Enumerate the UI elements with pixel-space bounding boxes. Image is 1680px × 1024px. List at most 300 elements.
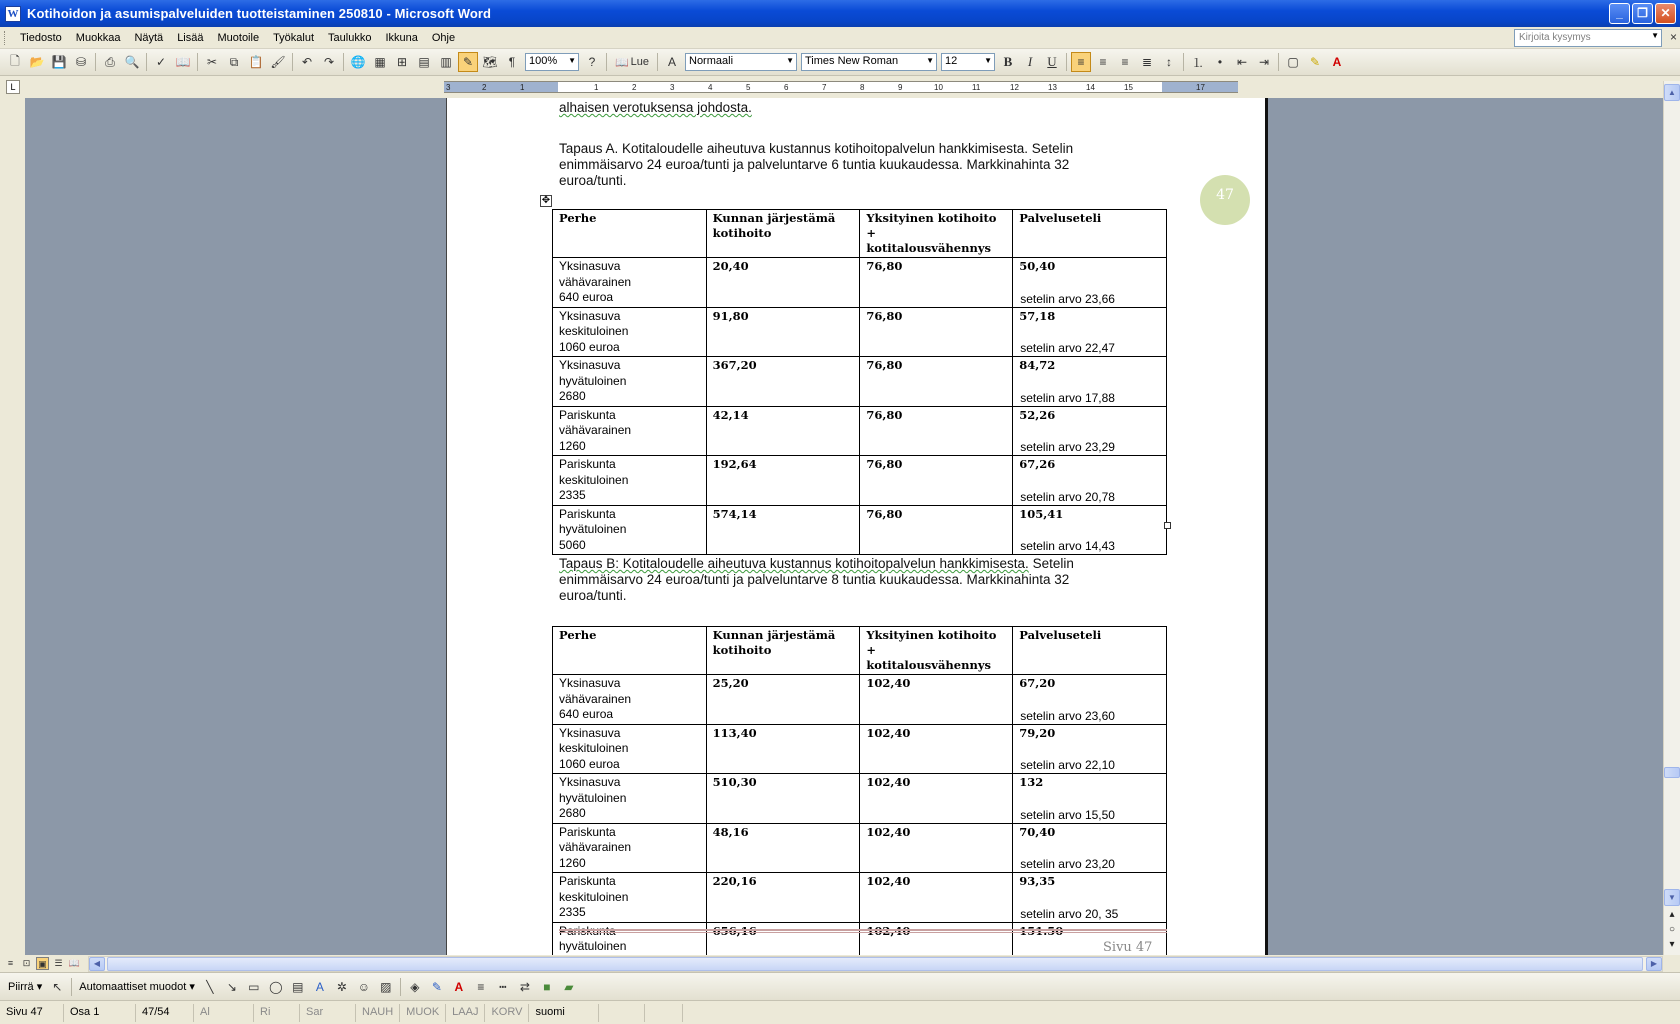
voucher-cost: 105,41	[1019, 506, 1064, 521]
header-private	[860, 210, 1013, 258]
municipal-cost[interactable]: 192,64	[706, 456, 860, 506]
font-size-select[interactable]	[941, 53, 995, 71]
normal-view-icon[interactable]: ≡	[7, 958, 14, 968]
document-close-icon[interactable]: ×	[1669, 30, 1677, 44]
clip-art-icon[interactable]: ☺	[357, 979, 370, 994]
family-income: keskituloinen	[559, 472, 629, 487]
voucher-value: setelin arvo 17,88	[1020, 390, 1115, 405]
highlight-icon[interactable]: ✎	[1309, 55, 1321, 69]
status-spelling-check-icon[interactable]	[599, 1004, 645, 1022]
family-euro: 2335	[559, 488, 586, 502]
family-type: Yksinasuva	[559, 308, 621, 323]
insert-excel-icon[interactable]: ▤	[418, 55, 430, 69]
municipal-cost[interactable]: 48,16	[706, 823, 860, 873]
family-cell[interactable]	[553, 258, 707, 308]
ruler-tick: 1	[520, 83, 525, 92]
rectangle-icon[interactable]: ▭	[248, 979, 260, 994]
horizontal-scrollbar[interactable]	[88, 956, 1663, 972]
family-type: Yksinasuva	[559, 358, 621, 372]
header-private	[860, 627, 1013, 675]
voucher-cell[interactable]	[1013, 456, 1167, 506]
table-header-row	[553, 627, 1167, 675]
ruler-tick: 11	[972, 83, 981, 92]
private-cost[interactable]: 76,80	[860, 258, 1013, 308]
table-row	[553, 456, 1167, 506]
decrease-indent-icon[interactable]: ⇤	[1236, 55, 1248, 69]
bold-button[interactable]: B	[1003, 54, 1013, 69]
menu-format[interactable]: Muotoile	[217, 31, 260, 44]
case-b-rest-text: Setelin enimmäisarvo 24 euroa/tunti ja palveluntarve 8 tuntia kuukaudessa. Markkinahinta 32 euroa/tunti.	[559, 556, 1074, 603]
read-book-icon: 📖	[614, 56, 629, 69]
arrow-icon[interactable]: ↘	[226, 979, 237, 994]
scroll-right-icon[interactable]: ▶	[1646, 957, 1662, 971]
voucher-cost: 79,20	[1019, 725, 1056, 740]
table-resize-handle-icon[interactable]	[1164, 522, 1171, 529]
status-page-count: 47/54	[136, 1004, 194, 1022]
municipal-cost[interactable]: 574,14	[706, 505, 860, 555]
family-income: hyvätuloinen	[559, 790, 627, 805]
minimize-icon[interactable]: _	[1609, 3, 1630, 24]
menu-tools[interactable]: Työkalut	[273, 31, 315, 44]
family-cell[interactable]	[553, 724, 707, 774]
family-income: hyvätuloinen	[559, 373, 627, 388]
oval-icon[interactable]: ◯	[269, 979, 283, 994]
voucher-value: setelin arvo 22,10	[1020, 758, 1115, 772]
underline-button[interactable]: U	[1047, 54, 1057, 69]
family-income: vähävarainen	[559, 274, 632, 289]
previous-page-icon[interactable]: ▴	[1669, 909, 1675, 920]
family-income: hyvätuloinen	[559, 522, 627, 536]
table-row	[553, 307, 1167, 357]
voucher-value: setelin arvo 23,29	[1020, 440, 1115, 454]
reading-layout-icon[interactable]: 📖	[68, 958, 81, 968]
case-b-underlined-text: Tapaus B: Kotitaloudelle aiheutuva kustannus kotihoitopalvelun hankkimisesta.	[559, 556, 1029, 571]
voucher-cell[interactable]	[1013, 823, 1167, 873]
header-family: Perhe	[553, 627, 707, 675]
text-box-icon[interactable]: ▤	[292, 979, 304, 994]
municipal-cost[interactable]: 656,16	[706, 922, 860, 955]
table-row	[553, 823, 1167, 873]
vertical-scrollbar[interactable]	[1663, 81, 1680, 955]
bullets-icon[interactable]: •	[1217, 55, 1223, 69]
voucher-value: setelin arvo 15,50	[1020, 807, 1115, 822]
table-row	[553, 357, 1167, 407]
voucher-cost: 93,35	[1019, 874, 1056, 888]
private-cost[interactable]: 76,80	[860, 357, 1013, 407]
private-cost[interactable]: 76,80	[860, 406, 1013, 456]
document-map-icon[interactable]: 🗺	[482, 55, 498, 69]
family-income: vähävarainen	[559, 840, 632, 854]
top-fragment-text[interactable]: alhaisen verotuksensa johdosta.	[559, 100, 752, 115]
ruler-tick: 5	[746, 83, 751, 92]
spelling-icon[interactable]: ✓	[155, 55, 167, 69]
voucher-cost: 57,18	[1019, 308, 1056, 323]
table-row	[553, 774, 1167, 824]
new-document-icon[interactable]: 🗋	[10, 53, 20, 68]
arrow-style-icon[interactable]: ⇄	[519, 979, 530, 994]
voucher-cell[interactable]	[1013, 406, 1167, 456]
horizontal-ruler[interactable]	[444, 81, 1238, 93]
family-euro: 2680	[559, 389, 586, 403]
voucher-cell[interactable]	[1013, 873, 1167, 923]
print-preview-icon[interactable]: 🔍	[124, 55, 140, 69]
autoshapes-label: Automaattiset muodot	[79, 981, 187, 993]
voucher-cell[interactable]	[1013, 505, 1167, 555]
font-color-icon[interactable]: A	[1332, 55, 1342, 69]
dash-style-icon[interactable]: ┅	[499, 979, 507, 994]
vertical-scroll-thumb[interactable]	[1664, 767, 1680, 778]
redo-icon[interactable]: ↷	[323, 55, 335, 69]
save-icon[interactable]: 💾	[51, 55, 67, 69]
family-euro: 1060 euroa	[559, 339, 620, 354]
header-voucher: Palveluseteli	[1013, 210, 1167, 258]
status-column: Sar	[300, 1004, 356, 1022]
help-icon[interactable]: ?	[588, 55, 596, 69]
menu-table[interactable]: Taulukko	[328, 31, 372, 44]
menu-file[interactable]: Tiedosto	[20, 31, 62, 44]
family-type: Pariskunta	[559, 506, 616, 521]
ask-dropdown-icon[interactable]: ▼	[1651, 31, 1659, 40]
menu-view[interactable]: Näytä	[134, 31, 164, 44]
web-layout-icon[interactable]: ⊡	[22, 958, 31, 968]
scroll-down-icon[interactable]: ▼	[1664, 889, 1680, 906]
family-euro: 5060	[559, 537, 586, 552]
ruler-tick: 14	[1086, 83, 1095, 92]
status-record-macro[interactable]: NAUH	[356, 1004, 400, 1022]
family-income: keskituloinen	[559, 324, 629, 338]
draw-menu-button[interactable]: Piirrä ▾	[8, 981, 43, 993]
voucher-cell[interactable]	[1013, 307, 1167, 357]
family-type: Pariskunta	[559, 407, 616, 422]
menu-window[interactable]: Ikkuna	[385, 31, 418, 44]
ruler-tick: 12	[1010, 83, 1019, 92]
style-dropdown-icon[interactable]: ▼	[786, 56, 794, 65]
header-private-line2: kotitalousvähennys	[866, 241, 991, 255]
voucher-cost: 52,26	[1019, 407, 1056, 422]
status-overtype[interactable]: KORV	[485, 1004, 529, 1022]
styles-formatting-icon[interactable]: A	[667, 55, 676, 69]
horizontal-scroll-row	[0, 955, 1680, 972]
ruler-tick: 13	[1048, 83, 1057, 92]
family-euro: 640 euroa	[559, 707, 614, 721]
municipal-cost[interactable]: 42,14	[706, 406, 860, 456]
line-style-icon[interactable]: ≡	[477, 979, 485, 994]
restore-icon[interactable]: ❐	[1632, 3, 1653, 24]
table-row	[553, 406, 1167, 456]
ruler-tick: 6	[784, 83, 789, 92]
family-type: Pariskunta	[559, 824, 616, 839]
ruler-tick: 7	[822, 83, 827, 92]
table-row	[553, 258, 1167, 308]
family-cell[interactable]	[553, 307, 707, 357]
header-private-line1: Yksityinen kotihoito +	[866, 211, 997, 240]
permission-icon[interactable]: ⛁	[75, 55, 87, 69]
private-cost[interactable]: 76,80	[860, 505, 1013, 555]
zoom-select[interactable]	[525, 53, 579, 71]
private-cost[interactable]: 102,40	[860, 724, 1013, 774]
ruler-tick: 3	[446, 83, 451, 92]
voucher-cell[interactable]	[1013, 774, 1167, 824]
family-euro: 640 euroa	[559, 290, 614, 304]
family-euro: 2680	[559, 806, 586, 820]
family-cell[interactable]	[553, 873, 707, 923]
voucher-value: setelin arvo 23,60	[1020, 708, 1115, 723]
ruler-tick: 15	[1124, 83, 1133, 92]
font-size-value: 12	[945, 55, 958, 67]
footer-page-number: Sivu 47	[1103, 940, 1153, 955]
family-euro: 2335	[559, 905, 586, 919]
align-center-icon[interactable]: ≡	[1099, 55, 1107, 69]
draw-label: Piirrä	[8, 981, 34, 993]
family-cell[interactable]	[553, 774, 707, 824]
cut-icon[interactable]: ✂	[206, 55, 218, 69]
diagram-icon[interactable]: ✲	[336, 979, 347, 994]
draw-font-color-icon[interactable]: A	[454, 979, 464, 994]
zoom-dropdown-icon[interactable]: ▼	[568, 56, 576, 65]
voucher-value: setelin arvo 20,78	[1020, 489, 1115, 504]
voucher-cell[interactable]	[1013, 675, 1167, 725]
family-type: Yksinasuva	[559, 259, 621, 273]
voucher-cost: 50,40	[1019, 259, 1056, 273]
next-page-icon[interactable]: ▾	[1669, 939, 1675, 950]
family-euro: 1260	[559, 438, 586, 453]
menu-insert[interactable]: Lisää	[177, 31, 204, 44]
family-income: vähävarainen	[559, 691, 632, 706]
scroll-up-icon[interactable]: ▲	[1664, 84, 1680, 101]
ruler-tick: 9	[898, 83, 903, 92]
outline-view-icon[interactable]: ☰	[54, 958, 63, 968]
fill-color-icon[interactable]: ◈	[410, 979, 420, 994]
ruler-tick: 4	[708, 83, 713, 92]
voucher-cost: 67,20	[1019, 676, 1056, 690]
municipal-cost[interactable]: 367,20	[706, 357, 860, 407]
private-cost[interactable]: 102,40	[860, 675, 1013, 725]
increase-indent-icon[interactable]: ⇥	[1258, 55, 1270, 69]
family-cell[interactable]	[553, 357, 707, 407]
footer-rule	[559, 929, 1167, 933]
word-app-icon[interactable]: W	[5, 6, 21, 22]
tables-borders-icon[interactable]: ▦	[374, 55, 386, 69]
header-municipal-line2: kotihoito	[712, 226, 772, 240]
drawing-toolbar	[0, 972, 1680, 1000]
title-bar	[0, 0, 1680, 27]
family-income: vähävarainen	[559, 423, 632, 437]
family-type: Yksinasuva	[559, 725, 621, 740]
font-select[interactable]	[801, 53, 937, 71]
family-income: hyvätuloinen	[559, 939, 627, 953]
style-select[interactable]	[685, 53, 797, 71]
table-move-handle-icon[interactable]: ✥	[541, 195, 551, 206]
header-private-line1: Yksityinen kotihoito +	[866, 628, 997, 657]
municipal-cost[interactable]: 113,40	[706, 724, 860, 774]
ruler-tick: 1	[594, 83, 599, 92]
print-layout-icon[interactable]: ▣	[36, 957, 49, 970]
align-right-icon[interactable]: ≡	[1121, 55, 1129, 69]
voucher-cost: 84,72	[1019, 358, 1056, 372]
status-position: Al	[194, 1004, 254, 1022]
status-bar	[0, 1000, 1680, 1024]
ruler-tick: 8	[860, 83, 865, 92]
header-municipal-line2: kotihoito	[712, 643, 772, 657]
family-type: Pariskunta	[559, 874, 616, 888]
table-row	[553, 724, 1167, 774]
voucher-cost: 151.50	[1019, 923, 1064, 938]
family-type: Pariskunta	[559, 923, 616, 938]
family-cell[interactable]	[553, 922, 707, 955]
family-income: keskituloinen	[559, 889, 629, 904]
private-cost[interactable]: 76,80	[860, 456, 1013, 506]
table-row	[553, 922, 1167, 955]
table-row	[553, 675, 1167, 725]
ruler-row	[0, 76, 1680, 98]
table-case-a	[552, 209, 1167, 555]
private-cost[interactable]: 102,40	[860, 774, 1013, 824]
header-municipal-line1: Kunnan järjestämä	[712, 628, 836, 642]
numbering-icon[interactable]: ⒈	[1191, 55, 1204, 70]
status-extend[interactable]: LAAJ	[446, 1004, 485, 1022]
private-cost[interactable]: 76,80	[860, 307, 1013, 357]
private-cost[interactable]: 102,40	[860, 823, 1013, 873]
show-hide-icon[interactable]: ¶	[508, 55, 516, 69]
table-row	[553, 873, 1167, 923]
paste-icon[interactable]: 📋	[248, 55, 264, 69]
scroll-left-icon[interactable]: ◀	[89, 957, 105, 971]
tab-selector-icon[interactable]: L	[6, 80, 20, 94]
open-folder-icon[interactable]: 📂	[29, 55, 45, 69]
case-a-paragraph[interactable]: Tapaus A. Kotitaloudelle aiheutuva kustannus kotihoitopalvelun hankkimisesta. Setelin enimmäisarvo 24 euroa/tunti ja palveluntarve 6 tuntia kuukaudessa. Markkinahinta 32 euroa/tunti.	[559, 141, 1074, 188]
select-objects-icon[interactable]: ↖	[52, 979, 63, 994]
drawing-icon[interactable]: ✎	[458, 52, 478, 72]
ruler-tick: 10	[934, 83, 943, 92]
font-value: Times New Roman	[805, 55, 899, 67]
format-painter-icon[interactable]: 🖌	[270, 55, 286, 69]
municipal-cost[interactable]: 91,80	[706, 307, 860, 357]
case-b-paragraph[interactable]	[559, 556, 1124, 604]
voucher-value: setelin arvo 20, 35	[1020, 906, 1119, 921]
header-private-line2: kotitalousvähennys	[866, 658, 991, 672]
family-type: Pariskunta	[559, 457, 616, 471]
font-size-dropdown-icon[interactable]: ▼	[984, 56, 992, 65]
status-line: Ri	[254, 1004, 300, 1022]
italic-button[interactable]: I	[1027, 54, 1033, 69]
voucher-cost: 132	[1019, 775, 1044, 789]
header-voucher: Palveluseteli	[1013, 627, 1167, 675]
ruler-tick: 3	[670, 83, 675, 92]
voucher-cell[interactable]	[1013, 258, 1167, 308]
select-browse-object-icon[interactable]: ○	[1668, 924, 1676, 935]
read-button[interactable]	[611, 52, 653, 72]
family-cell[interactable]	[553, 406, 707, 456]
line-spacing-icon[interactable]: ↕	[1166, 55, 1172, 69]
menubar-grip-icon[interactable]	[4, 31, 7, 45]
header-family: Perhe	[553, 210, 707, 258]
header-municipal	[706, 627, 860, 675]
status-empty-cell	[645, 1004, 683, 1022]
autoshapes-menu-button[interactable]: Automaattiset muodot ▾	[79, 981, 195, 993]
borders-icon[interactable]: ▢	[1287, 55, 1299, 69]
ask-question-placeholder: Kirjoita kysymys	[1519, 32, 1591, 43]
voucher-value: setelin arvo 22,47	[1020, 341, 1115, 355]
align-left-icon[interactable]: ≡	[1071, 52, 1091, 72]
family-cell[interactable]	[553, 675, 707, 725]
horizontal-scroll-thumb[interactable]	[107, 957, 1643, 971]
zoom-value: 100%	[529, 55, 558, 67]
municipal-cost[interactable]: 20,40	[706, 258, 860, 308]
family-income: keskituloinen	[559, 741, 629, 755]
ask-question-input[interactable]	[1514, 29, 1662, 47]
private-cost[interactable]: 102,40	[860, 873, 1013, 923]
status-section: Osa 1	[64, 1004, 136, 1022]
family-cell[interactable]	[553, 456, 707, 506]
columns-icon[interactable]: ▥	[440, 55, 452, 69]
undo-icon[interactable]: ↶	[301, 55, 313, 69]
voucher-cell[interactable]	[1013, 724, 1167, 774]
municipal-cost[interactable]: 220,16	[706, 873, 860, 923]
ruler-tick: 17	[1196, 83, 1205, 92]
voucher-value: setelin arvo 14,43	[1020, 539, 1115, 553]
hyperlink-icon[interactable]: 🌐	[350, 55, 366, 69]
table-header-row	[553, 210, 1167, 258]
toolbar	[0, 49, 1680, 76]
menu-bar	[0, 27, 1680, 49]
status-track-changes[interactable]: MUOK	[400, 1004, 446, 1022]
voucher-cell[interactable]	[1013, 357, 1167, 407]
private-cost[interactable]: 102,40	[860, 922, 1013, 955]
voucher-value: setelin arvo 23,20	[1020, 857, 1115, 871]
ruler-tick: 2	[482, 83, 487, 92]
menu-help[interactable]: Ohje	[431, 31, 456, 44]
research-icon[interactable]: 📖	[175, 55, 191, 69]
menu-edit[interactable]: Muokkaa	[75, 31, 121, 44]
table-row	[553, 505, 1167, 555]
wordart-icon[interactable]: A	[315, 979, 324, 994]
status-language: suomi	[529, 1004, 599, 1022]
3d-style-icon[interactable]: ▰	[564, 979, 574, 994]
municipal-cost[interactable]: 510,30	[706, 774, 860, 824]
picture-icon[interactable]: ▨	[380, 979, 392, 994]
voucher-value: setelin arvo 23,66	[1020, 291, 1115, 306]
shadow-style-icon[interactable]: ■	[543, 979, 551, 994]
vertical-ruler-strip	[0, 98, 25, 955]
justify-icon[interactable]: ≣	[1141, 55, 1153, 69]
family-type: Yksinasuva	[559, 775, 621, 789]
family-euro: 1260	[559, 855, 586, 870]
family-cell[interactable]	[553, 823, 707, 873]
header-municipal-line1: Kunnan järjestämä	[712, 211, 836, 225]
page-number-badge: 47	[1200, 175, 1250, 225]
style-value: Normaali	[689, 55, 734, 67]
document-workspace	[25, 98, 1663, 955]
insert-table-icon[interactable]: ⊞	[396, 55, 408, 69]
ruler-tick: 2	[632, 83, 637, 92]
line-icon[interactable]: ╲	[206, 979, 214, 994]
font-dropdown-icon[interactable]: ▼	[926, 56, 934, 65]
family-cell[interactable]	[553, 505, 707, 555]
family-type: Yksinasuva	[559, 676, 621, 690]
document-page[interactable]	[446, 98, 1268, 955]
line-color-icon[interactable]: ✎	[431, 979, 442, 994]
voucher-cost: 70,40	[1019, 824, 1056, 839]
table-case-b	[552, 626, 1167, 955]
print-icon[interactable]: ⎙	[105, 54, 115, 69]
read-label: Lue	[630, 56, 650, 68]
status-page: Sivu 47	[0, 1004, 64, 1022]
copy-icon[interactable]: ⧉	[229, 54, 239, 69]
header-municipal	[706, 210, 860, 258]
municipal-cost[interactable]: 25,20	[706, 675, 860, 725]
voucher-cost: 67,26	[1019, 457, 1056, 471]
close-icon[interactable]: ✕	[1655, 3, 1676, 24]
